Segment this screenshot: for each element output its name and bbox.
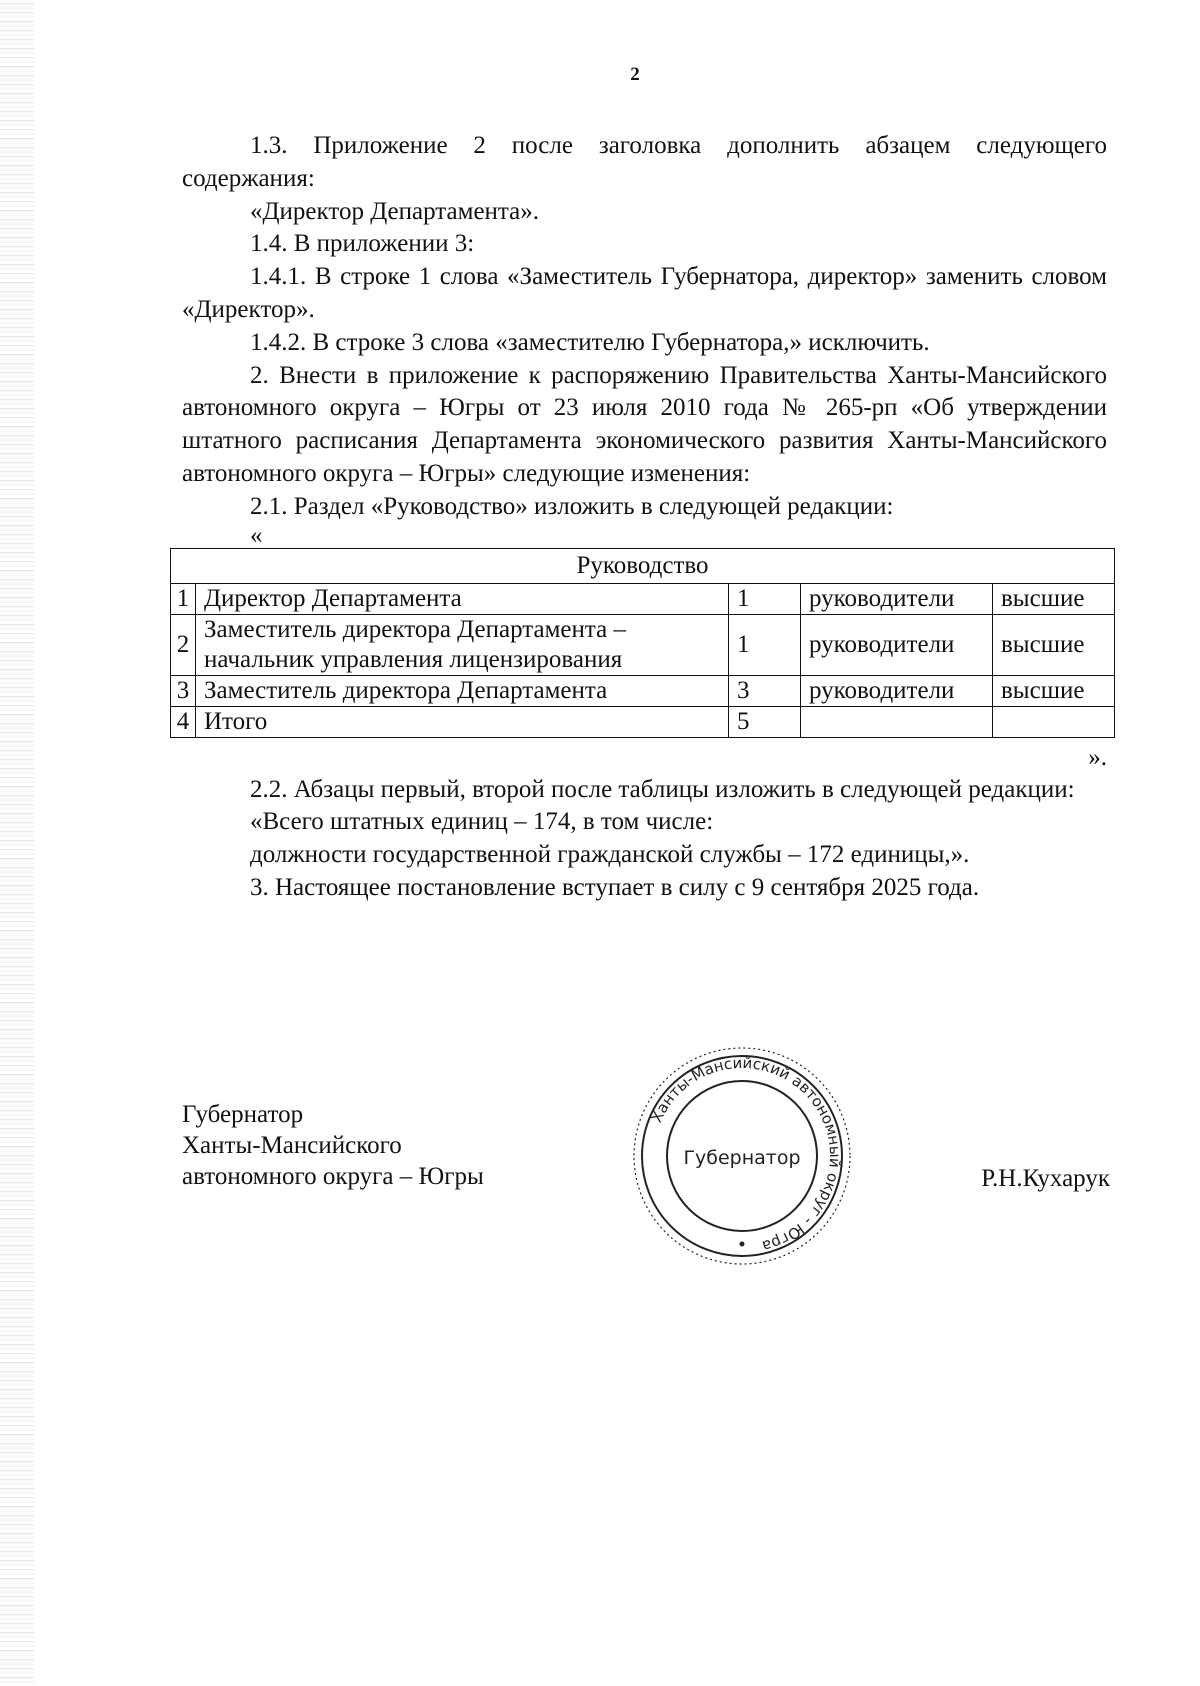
position-title: Заместитель директора Департамента – начальник управления лицензирования — [196, 614, 729, 675]
paragraph: 1.4.1. В строке 1 слова «Заместитель Губернатора, директор» заменить словом «Директор». — [182, 263, 1107, 323]
position-group: высшие — [993, 614, 1115, 675]
staff-count: 1 — [729, 614, 801, 675]
staff-count: 1 — [729, 583, 801, 614]
position-title: Заместитель директора Департамента — [196, 675, 729, 706]
position-category — [801, 706, 993, 737]
paragraph: «Директор Департамента». — [250, 197, 539, 225]
position-category: руководители — [801, 675, 993, 706]
quote-close: ». — [1088, 743, 1107, 771]
paragraph: должности государственной гражданской службы – 172 единицы,». — [250, 841, 970, 869]
row-number: 3 — [171, 675, 196, 706]
table-row — [171, 706, 1115, 737]
row-number: 4 — [171, 706, 196, 737]
seal-ring-text: Ханты-Мансийский автономный округ - Югра — [647, 1053, 845, 1256]
table-row — [171, 675, 1115, 706]
position-group: высшие — [993, 583, 1115, 614]
row-number: 2 — [171, 614, 196, 675]
governor-seal — [622, 1036, 862, 1276]
seal-star-mark — [740, 1242, 744, 1246]
table-title-row — [171, 548, 1115, 583]
quote-open: « — [250, 521, 263, 549]
row-number: 1 — [171, 583, 196, 614]
signature-position — [182, 1099, 484, 1192]
paragraphs-after-table — [182, 774, 1107, 905]
paragraph: «Всего штатных единиц – 174, в том числе: — [250, 808, 714, 836]
staff-count: 3 — [729, 675, 801, 706]
table-row — [171, 614, 1115, 675]
position-title: Директор Департамента — [196, 583, 729, 614]
table-title: Руководство — [171, 548, 1115, 583]
page-number: 2 — [630, 64, 640, 85]
seal-center-text: Губернатор — [683, 1147, 801, 1169]
signature-position-line: автономного округа – Югры — [182, 1163, 484, 1190]
signature-position-line: Ханты-Мансийского — [182, 1132, 402, 1159]
position-category: руководители — [801, 614, 993, 675]
staff-table — [170, 548, 1115, 738]
position-group: высшие — [993, 675, 1115, 706]
paragraph: 2. Внести в приложение к распоряжению Правительства Ханты-Мансийского автономного округа – Югры от 23 июля 2010 года № 265-рп «Об утверждении штатного расписания Департамента экономического развития Ханты-Мансийского автономного округа – Югры» следующие изменения: — [182, 361, 1107, 487]
paragraph: 1.3. Приложение 2 после заголовка дополнить абзацем следующего содержания: — [182, 132, 1107, 192]
position-group — [993, 706, 1115, 737]
paragraph: 1.4. В приложении 3: — [250, 230, 475, 258]
position-category: руководители — [801, 583, 993, 614]
paragraph: 2.1. Раздел «Руководство» изложить в следующей редакции: — [250, 492, 894, 520]
position-title: Итого — [196, 706, 729, 737]
paragraph: 2.2. Абзацы первый, второй после таблицы изложить в следующей редакции: — [250, 775, 1075, 803]
paragraph: 3. Настоящее постановление вступает в силу с 9 сентября 2025 года. — [250, 873, 980, 901]
document-body — [176, 130, 1107, 905]
scan-edge — [0, 0, 34, 1686]
paragraph: 1.4.2. В строке 3 слова «заместителю Губернатора,» исключить. — [250, 328, 930, 356]
signature-position-line: Губернатор — [182, 1101, 304, 1128]
table-row — [171, 583, 1115, 614]
paragraphs-before-table — [182, 130, 1107, 524]
staff-count: 5 — [729, 706, 801, 737]
signature-name: Р.Н.Кухарук — [981, 1165, 1110, 1192]
